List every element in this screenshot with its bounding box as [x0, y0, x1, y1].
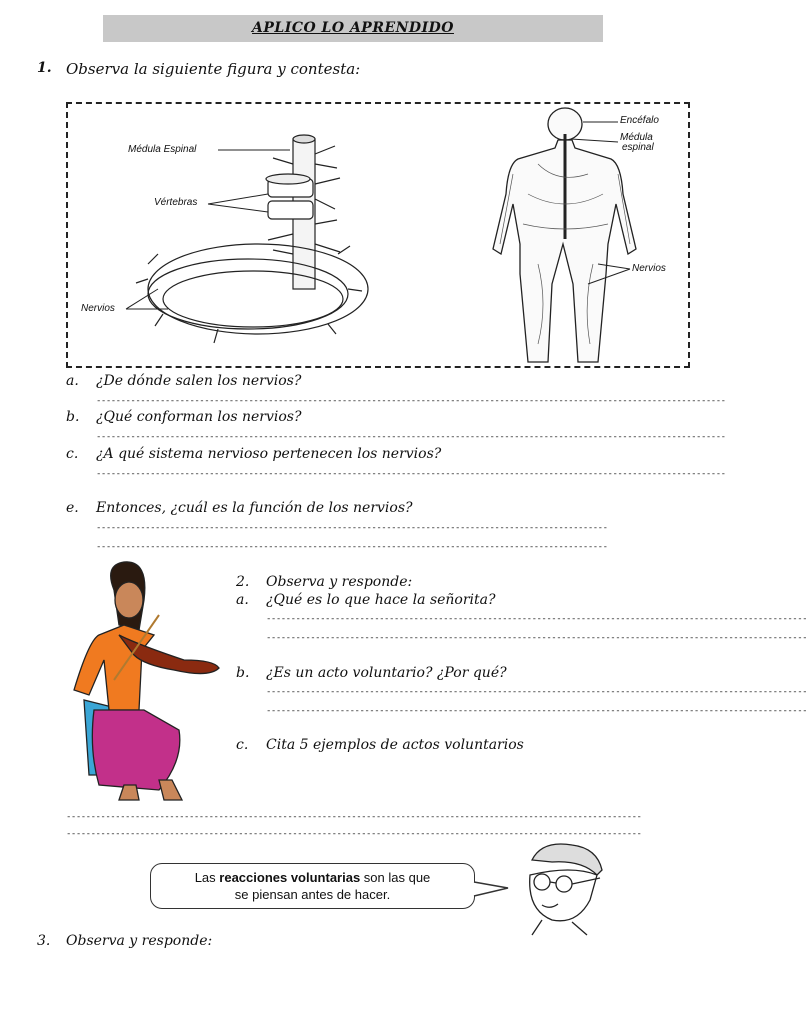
q2a-letter: a. [236, 592, 249, 608]
label-nervios-right: Nervios [632, 263, 666, 274]
teacher-illustration [512, 840, 612, 935]
violinist-illustration [64, 560, 224, 805]
q1b-letter: b. [66, 409, 80, 425]
q1c-letter: c. [66, 446, 79, 462]
answer-line[interactable]: -------------------------------------------------------------------------------------------------------- [96, 523, 608, 533]
label-vertebras: Vértebras [154, 197, 198, 208]
q1-prompt: Observa la siguiente figura y contesta: [66, 60, 361, 78]
q2c-letter: c. [236, 737, 249, 753]
bubble-tail-icon [472, 880, 512, 900]
q1a-letter: a. [66, 373, 79, 389]
answer-line[interactable]: -------------------------------------------------------------------------------------------------------------------------------- [96, 396, 726, 406]
label-medula-line1: Médula [620, 132, 653, 143]
q3-number: 3. [37, 933, 51, 949]
answer-line[interactable]: -------------------------------------------------------------------------------------------------------- [96, 542, 608, 552]
q2-prompt: Observa y responde: [266, 574, 413, 590]
bubble-pre: Las [194, 870, 220, 885]
label-medula-espinal-right [620, 133, 654, 153]
label-nervios-left: Nervios [81, 303, 115, 314]
answer-line[interactable]: --------------------------------------------------------------------------------------------------------------------- [66, 829, 642, 839]
q3-prompt: Observa y responde: [66, 933, 213, 949]
answer-line[interactable]: -------------------------------------------------------------------------------------------------------------- [266, 614, 807, 624]
q2b-text: ¿Es un acto voluntario? ¿Por qué? [266, 665, 507, 681]
bubble-post: son las que [360, 870, 431, 885]
bubble-line2: se piensan antes de hacer. [234, 887, 391, 902]
speech-bubble [150, 863, 475, 909]
q1e-text: Entonces, ¿cuál es la función de los nervios? [96, 500, 413, 516]
q2a-text: ¿Qué es lo que hace la señorita? [266, 592, 496, 608]
answer-line[interactable]: --------------------------------------------------------------------------------------------------------------------- [66, 812, 642, 822]
q1b-text: ¿Qué conforman los nervios? [96, 409, 302, 425]
q2-number: 2. [236, 574, 250, 590]
q1c-text: ¿A qué sistema nervioso pertenecen los nervios? [96, 446, 442, 462]
label-medula-line2: espinal [622, 142, 654, 153]
q1a-text: ¿De dónde salen los nervios? [96, 373, 302, 389]
page-title: APLICO LO APRENDIDO [103, 15, 603, 42]
answer-line[interactable]: -------------------------------------------------------------------------------------------------------------- [266, 706, 807, 716]
answer-line[interactable]: -------------------------------------------------------------------------------------------------------------- [266, 687, 807, 697]
figure-box [66, 102, 690, 368]
label-encefalo: Encéfalo [620, 115, 659, 126]
answer-line[interactable]: -------------------------------------------------------------------------------------------------------------- [266, 633, 807, 643]
q2c-text: Cita 5 ejemplos de actos voluntarios [266, 737, 524, 753]
q1e-letter: e. [66, 500, 79, 516]
q1-number: 1. [37, 60, 52, 76]
q2b-letter: b. [236, 665, 250, 681]
label-medula-espinal: Médula Espinal [128, 144, 197, 155]
answer-line[interactable]: -------------------------------------------------------------------------------------------------------------------------------- [96, 432, 726, 442]
bubble-bold: reacciones voluntarias [219, 870, 361, 885]
answer-line[interactable]: -------------------------------------------------------------------------------------------------------------------------------- [96, 469, 726, 479]
